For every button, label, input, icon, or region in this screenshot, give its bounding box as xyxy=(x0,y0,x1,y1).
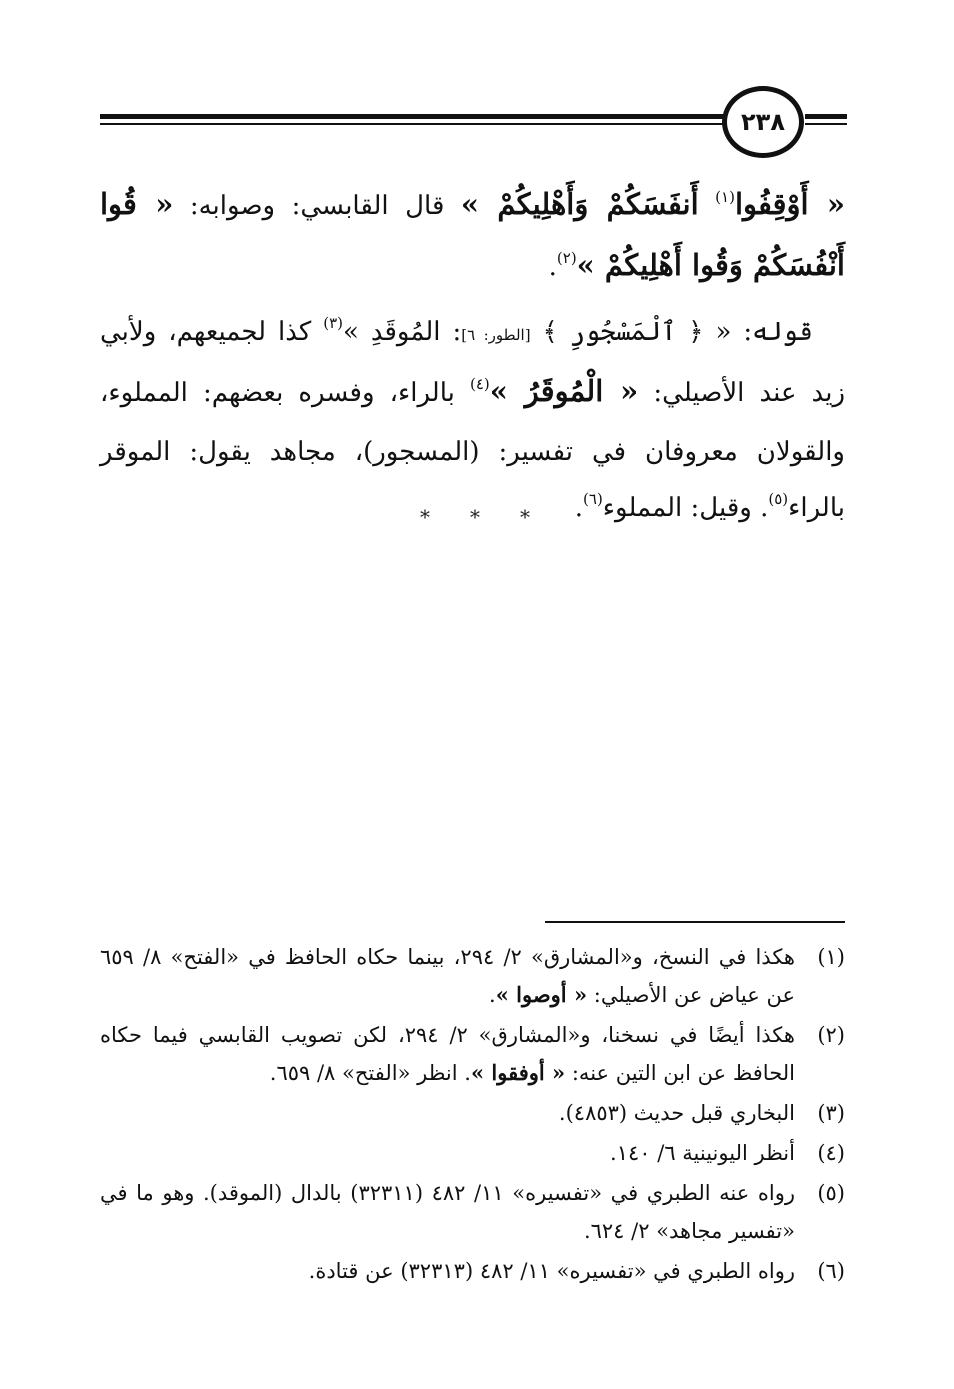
quote-muqar: « الْمُوقَرُ » xyxy=(489,374,639,408)
text-bil-ra: بالراء، وفسره بعضهم: المملوء، والقولان معروفان في تفسير: (المسجور)، مجاهد يقول: الموقر بالراء xyxy=(100,378,845,523)
footnote-tail: . xyxy=(489,983,496,1007)
footnote-number: (٢) xyxy=(817,1023,845,1047)
footnote-2 xyxy=(100,1016,845,1092)
footnote-text: أنظر اليونينية ٦/ ١٤٠. xyxy=(610,1141,795,1165)
paragraph-2 xyxy=(100,304,845,539)
text-qawluhu: قوله: xyxy=(743,317,814,347)
footnote-5 xyxy=(100,1174,845,1250)
footnote-number: (٤) xyxy=(817,1141,845,1165)
header-rule-thick xyxy=(100,114,725,119)
page-number: ٢٣٨ xyxy=(722,86,804,158)
footnote-text: البخاري قبل حديث (٤٨٥٣). xyxy=(558,1101,795,1125)
main-text xyxy=(100,176,845,539)
text-jamiihim: كذا لجميعهم، ولأبي زيد عند الأصيلي: xyxy=(100,317,845,408)
period: . xyxy=(574,493,584,523)
footnote-text: رواه الطبري في «تفسيره» ١١/ ٤٨٢ (٣٢٣١٣) عن قتادة. xyxy=(308,1259,795,1283)
footnote-text xyxy=(100,938,795,1014)
footnote-bold: « أوصوا » xyxy=(495,982,588,1007)
footnote-ref-2[interactable]: (٢) xyxy=(556,249,577,267)
header-rule-thin xyxy=(100,123,725,125)
footnote-3 xyxy=(100,1094,845,1132)
star-icon: * xyxy=(420,505,430,529)
header-rule-thick-right xyxy=(805,114,847,119)
page-header xyxy=(100,92,850,162)
text-muqad: : المُوقَدِ » xyxy=(342,317,462,347)
footnote-1 xyxy=(100,938,845,1014)
quote-correct-form: « قُوا أَنْفُسَكُمْ وَقُوا أَهْلِيكُمْ » xyxy=(100,187,845,282)
footnotes xyxy=(100,938,845,1292)
footnote-number: (٥) xyxy=(817,1181,845,1205)
footnote-bold: « أوفقوا » xyxy=(470,1060,566,1085)
quote-masjur: « ﴿ ٱلْمَسْجُورِ ﴾ xyxy=(542,317,732,347)
footnote-tail: . انظر «الفتح» ٨/ ٦٥٩. xyxy=(269,1061,471,1085)
header-rule-thin-right xyxy=(805,123,847,125)
footnote-text: رواه عنه الطبري في «تفسيره» ١١/ ٤٨٢ (٣٢٣١١) بالدال (الموقد). وهو ما في «تفسير مجاهد» ٢/ ٦٢٤. xyxy=(100,1181,795,1243)
star-icon: * xyxy=(470,505,480,529)
verse-reference: [الطور: ٦] xyxy=(461,326,531,344)
footnote-text xyxy=(100,1016,795,1092)
footnote-ref-4[interactable]: (٤) xyxy=(469,375,490,393)
footnote-ref-6[interactable]: (٦) xyxy=(583,490,603,508)
footnote-ref-5[interactable]: (٥) xyxy=(768,490,789,508)
period: . xyxy=(548,252,557,282)
text-qabisi: قال القابسي: وصوابه: xyxy=(189,191,445,221)
text-wa-qila: . وقيل: المملوء xyxy=(602,493,769,523)
quote-anfusakum: أَنفَسَكُمْ وَأَهْلِيكُمْ » xyxy=(460,187,699,221)
section-separator xyxy=(420,505,530,529)
star-icon: * xyxy=(520,505,530,529)
footnote-body: هكذا أيضًا في نسخنا، و«المشارق» ٢/ ٢٩٤، لكن تصويب القابسي فيما حكاه الحافظ عن ابن التين عنه: xyxy=(100,1023,795,1085)
footnote-divider xyxy=(545,921,845,923)
footnote-4 xyxy=(100,1134,845,1172)
footnote-ref-1[interactable]: (١) xyxy=(715,188,735,206)
footnote-ref-3[interactable]: (٣) xyxy=(323,314,343,332)
quote-awqifu: « أَوْقِفُوا xyxy=(734,187,846,221)
footnote-number: (١) xyxy=(817,945,845,969)
footnote-number: (٦) xyxy=(817,1259,845,1283)
footnote-number: (٣) xyxy=(817,1101,845,1125)
footnote-6 xyxy=(100,1252,845,1290)
paragraph-1 xyxy=(100,176,845,298)
footnote-body: هكذا في النسخ، و«المشارق» ٢/ ٢٩٤، بينما حكاه الحافظ في «الفتح» ٨/ ٦٥٩ عن عياض عن الأصيلي: xyxy=(100,945,796,1007)
